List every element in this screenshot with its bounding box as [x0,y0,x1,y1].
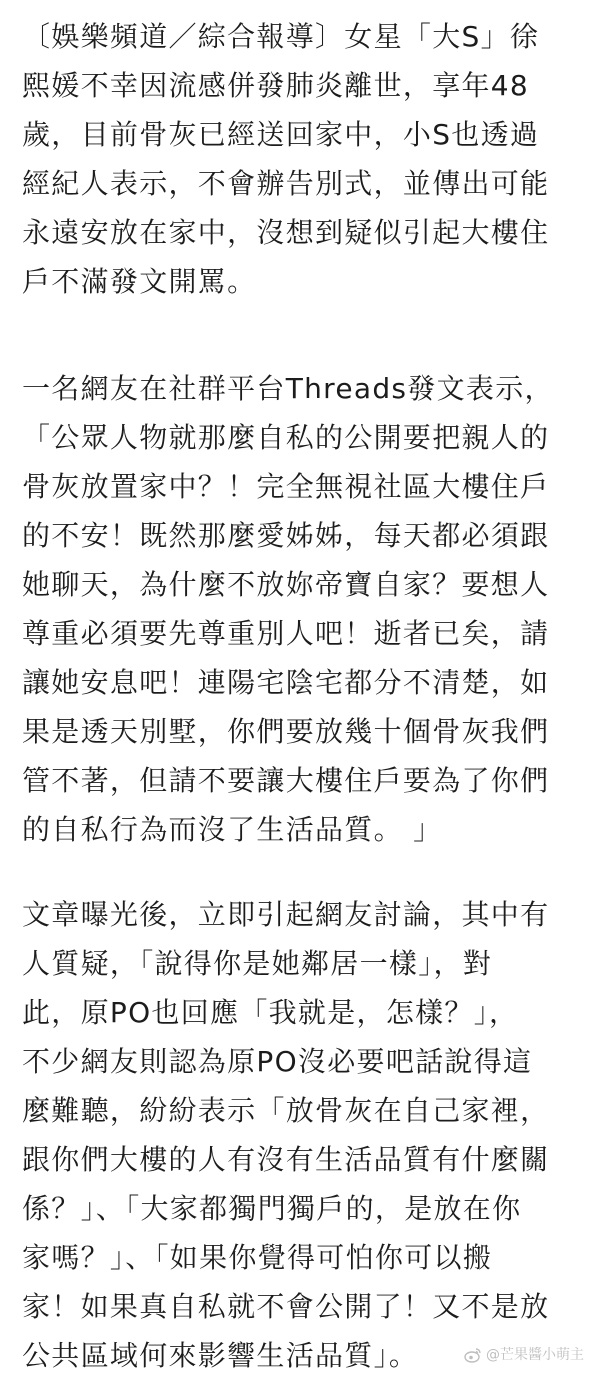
text-line: 〔娛樂頻道／綜合報導〕女星「大S」徐 [22,20,540,53]
text-line: 係？」、「大家都獨門獨戶的，是放在你 [22,1192,522,1225]
text-line: 人質疑，「說得你是她鄰居一樣」，對 [22,947,493,980]
text-line: 經紀人表示，不會辦告別式，並傳出可能 [22,167,550,200]
text-line: 文章曝光後，立即引起網友討論，其中有 [22,898,550,931]
text-line: 公共區域何來影響生活品質」。 [22,1339,419,1372]
text-line: 歲，目前骨灰已經送回家中，小S也透過 [22,118,540,151]
text-line: 此，原PO也回應「我就是，怎樣？」， [22,996,519,1029]
text-line: 讓她安息吧！連陽宅陰宅都分不清楚，如 [22,666,550,699]
text-line: 的不安！既然那麼愛姊姊，每天都必須跟 [22,519,550,552]
text-line: 的自私行為而沒了生活品質。 」 [22,813,443,846]
text-line: 麼難聽，紛紛表示「放骨灰在自己家裡， [22,1094,550,1127]
text-line: 不少網友則認為原PO沒必要吧話說得這 [22,1045,533,1078]
text-line: 管不著，但請不要讓大樓住戶要為了你們 [22,764,550,797]
text-line: 家嗎？」、「如果你覺得可怕你可以搬 [22,1241,493,1274]
text-line: 「公眾人物就那麼自私的公開要把親人的 [22,421,550,454]
text-line: 戶不滿發文開罵。 [22,265,257,298]
text-line: 尊重必須要先尊重別人吧！逝者已矣，請 [22,617,550,650]
watermark [464,1344,584,1366]
watermark-text: @芒果醬小萌主 [486,1347,584,1363]
weibo-icon [464,1346,482,1364]
text-line: 骨灰放置家中？！完全無視社區大樓住戶 [22,470,550,503]
text-line: 永遠安放在家中，沒想到疑似引起大樓住 [22,216,550,249]
text-line: 她聊天，為什麼不放妳帝寶自家？要想人 [22,568,550,601]
text-line: 家！如果真自私就不會公開了！又不是放 [22,1290,550,1323]
text-line: 一名網友在社群平台Threads發文表示， [22,372,554,405]
text-line: 果是透天別墅，你們要放幾十個骨灰我們 [22,715,550,748]
text-line: 跟你們大樓的人有沒有生活品質有什麼關 [22,1143,550,1176]
text-line: 熙媛不幸因流感併發肺炎離世，享年48 [22,69,530,102]
